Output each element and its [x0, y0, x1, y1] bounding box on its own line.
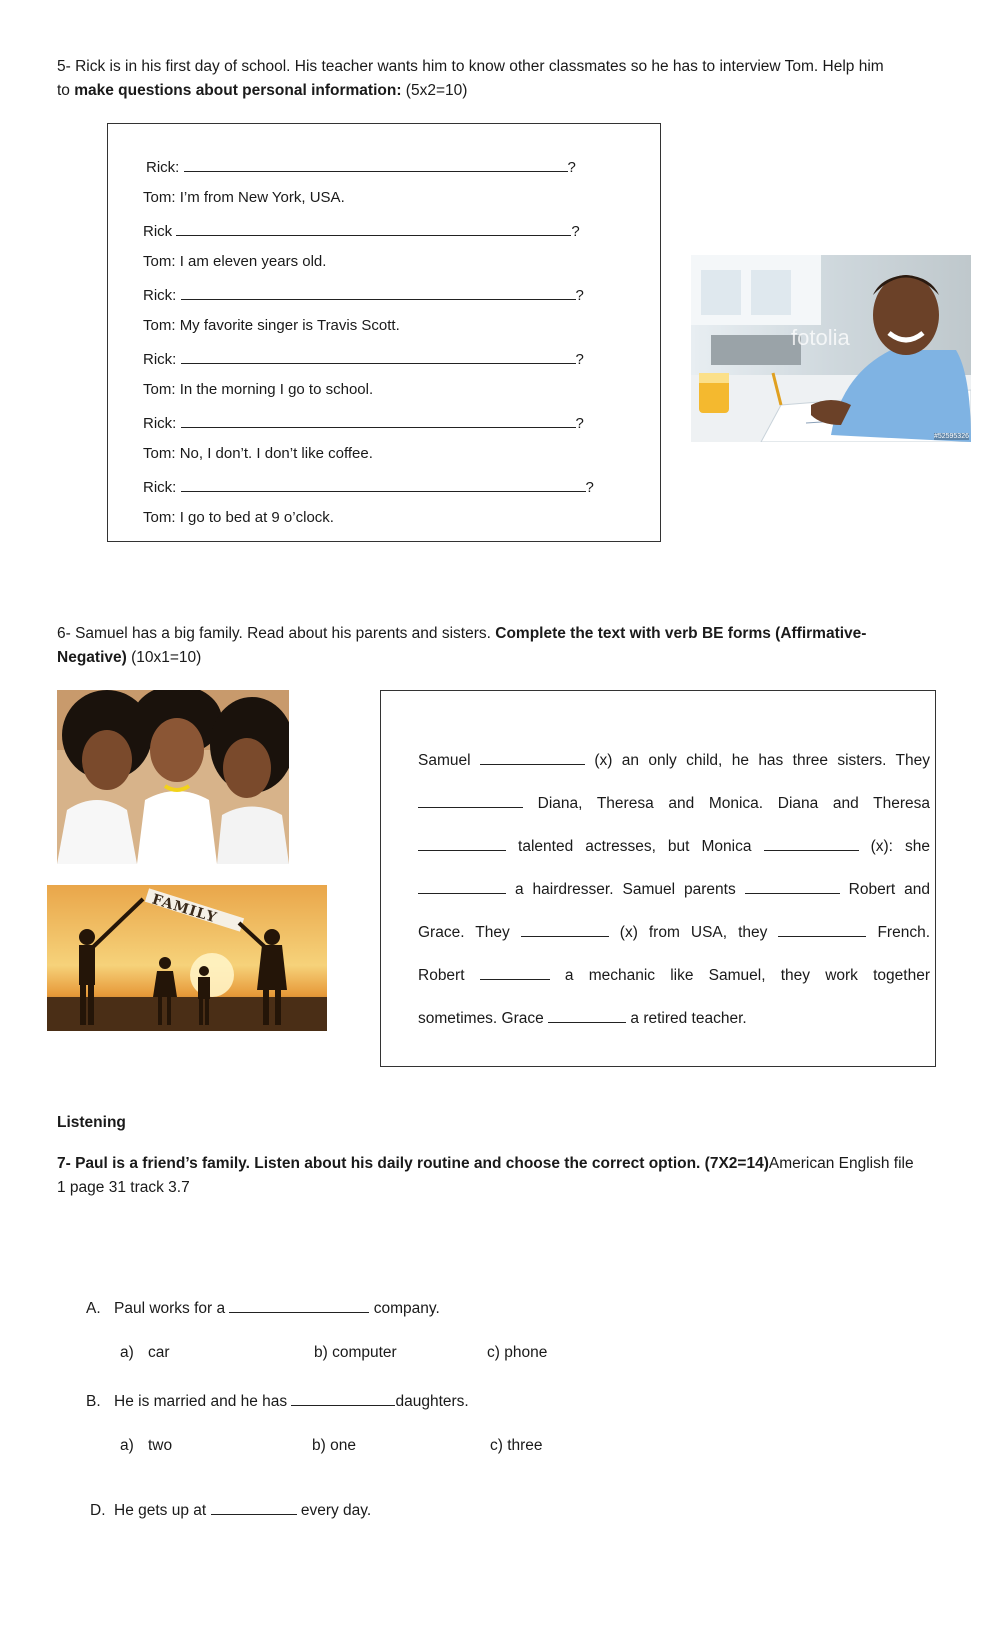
boy-studying-photo	[691, 255, 971, 442]
option-one[interactable]: b) one	[312, 1437, 356, 1454]
text-fragment: sometimes. Grace	[418, 1010, 544, 1027]
option-a-label[interactable]: a)	[120, 1344, 134, 1361]
text-fragment: French.	[877, 924, 931, 941]
text-fragment: Robert and	[848, 881, 931, 898]
verb-blank[interactable]	[548, 1008, 626, 1023]
family-text-line-6	[418, 965, 930, 985]
option-computer[interactable]: b) computer	[314, 1344, 397, 1361]
option-car[interactable]: car	[148, 1344, 170, 1361]
q7-intro-line-1	[57, 1151, 914, 1176]
verb-blank[interactable]	[480, 965, 550, 980]
family-text-line-5	[418, 922, 930, 942]
q6-instruction-bold-2: Negative)	[57, 649, 127, 666]
speaker: Tom:	[143, 253, 176, 270]
q5-instruction-bold: make questions about personal information:	[74, 82, 402, 99]
dialogue-line-rick-1	[146, 157, 576, 176]
text-fragment: a retired teacher.	[630, 1010, 747, 1027]
text-fragment: Grace. They	[418, 924, 510, 941]
speaker: Tom:	[143, 509, 176, 526]
question-text: He gets up at	[114, 1502, 207, 1519]
question-mark: ?	[575, 415, 584, 432]
q6-intro-line-1	[57, 621, 866, 646]
sisters-photo	[57, 690, 289, 864]
dialogue-line-rick-4	[143, 349, 584, 368]
verb-blank[interactable]	[764, 836, 859, 851]
speaker: Rick:	[143, 287, 177, 304]
text-fragment: Diana, Theresa and Monica. Diana and Theresa	[537, 795, 930, 812]
photo-id: #52595326	[933, 433, 969, 440]
text-fragment: (x): she	[870, 838, 930, 855]
reply: I go to bed at 9 o’clock.	[179, 509, 334, 526]
q6-instruction-bold: Complete the text with verb BE forms (Affirmative-	[495, 625, 867, 642]
question-text-end: company.	[373, 1300, 440, 1317]
speaker: Rick:	[146, 159, 180, 176]
question-a	[86, 1296, 440, 1321]
text-fragment: a mechanic like Samuel, they work together	[564, 967, 930, 984]
dialogue-line-tom-3	[143, 317, 400, 334]
verb-blank[interactable]	[745, 879, 840, 894]
verb-blank[interactable]	[480, 750, 585, 765]
reply: My favorite singer is Travis Scott.	[179, 317, 400, 334]
q7-source: American English file	[768, 1155, 914, 1172]
family-text-line-1	[418, 750, 930, 770]
speaker: Tom:	[143, 317, 176, 334]
q5-score: (5x2=10)	[401, 82, 468, 99]
family-text-line-3	[418, 836, 930, 856]
text-fragment: (x) from USA, they	[619, 924, 768, 941]
question-letter: D.	[90, 1502, 106, 1519]
watermark: fotolia	[791, 325, 850, 350]
text-fragment: a hairdresser. Samuel parents	[514, 881, 736, 898]
q6-intro-line-2	[57, 645, 201, 670]
q5-intro-to: to	[57, 82, 75, 99]
listening-heading: Listening	[57, 1114, 126, 1131]
text-fragment: Samuel	[418, 752, 471, 769]
option-phone[interactable]: c) phone	[487, 1344, 548, 1361]
answer-blank[interactable]	[181, 349, 576, 364]
speaker: Rick:	[143, 479, 177, 496]
question-text-end: daughters.	[395, 1393, 469, 1410]
question-text: Paul works for a	[114, 1300, 226, 1317]
answer-blank[interactable]	[181, 285, 576, 300]
three-sisters-illustration	[57, 690, 289, 864]
question-letter: B.	[86, 1393, 101, 1410]
speaker: Tom:	[143, 445, 176, 462]
q5-intro-line-2	[57, 78, 467, 103]
dialogue-line-tom-6	[143, 509, 334, 526]
question-b	[86, 1389, 469, 1414]
question-mark: ?	[571, 223, 580, 240]
family-text-line-7	[418, 1008, 930, 1028]
q7-intro-line-2: 1 page 31 track 3.7	[57, 1179, 190, 1196]
question-letter: A.	[86, 1300, 101, 1317]
reply: I am eleven years old.	[179, 253, 327, 270]
answer-blank[interactable]	[184, 157, 568, 172]
dialogue-line-rick-3	[143, 285, 584, 304]
answer-blank[interactable]	[291, 1391, 395, 1406]
reply: In the morning I go to school.	[179, 381, 374, 398]
question-text: He is married and he has	[114, 1393, 288, 1410]
question-mark: ?	[585, 479, 594, 496]
speaker: Rick	[143, 223, 173, 240]
answer-blank[interactable]	[176, 221, 571, 236]
answer-blank[interactable]	[181, 413, 576, 428]
dialogue-line-tom-1	[143, 189, 345, 206]
option-three[interactable]: c) three	[490, 1437, 543, 1454]
option-a-label[interactable]: a)	[120, 1437, 134, 1454]
q5-intro-line-1: 5- Rick is in his first day of school. His teacher wants him to know other classmates so he has to interview Tom. Help him	[57, 58, 884, 75]
family-text-line-2	[418, 793, 930, 813]
reply: I’m from New York, USA.	[179, 189, 345, 206]
verb-blank[interactable]	[521, 922, 609, 937]
speaker: Rick:	[143, 351, 177, 368]
dialogue-line-rick-5	[143, 413, 584, 432]
question-mark: ?	[575, 287, 584, 304]
family-text-line-4	[418, 879, 930, 899]
dialogue-line-rick-6	[143, 477, 594, 496]
q7-instruction-bold: 7- Paul is a friend’s family. Listen about his daily routine and choose the correct option. (7X2=14)	[57, 1155, 769, 1172]
verb-blank[interactable]	[778, 922, 866, 937]
family-sunset-photo	[47, 885, 327, 1031]
q6-score: (10x1=10)	[126, 649, 202, 666]
verb-blank[interactable]	[418, 879, 506, 894]
family-banner-text: FAMILY	[150, 891, 219, 927]
verb-blank[interactable]	[418, 836, 506, 851]
dialogue-line-tom-4	[143, 381, 373, 398]
question-mark: ?	[575, 351, 584, 368]
question-mark: ?	[567, 159, 576, 176]
text-fragment: Robert	[418, 967, 465, 984]
option-two[interactable]: two	[148, 1437, 173, 1454]
text-fragment: (x) an only child, he has three sisters. They	[594, 752, 930, 769]
answer-blank[interactable]	[211, 1500, 297, 1515]
question-d	[90, 1498, 371, 1523]
reply: No, I don’t. I don’t like coffee.	[179, 445, 373, 462]
dialogue-line-tom-5	[143, 445, 373, 462]
speaker: Tom:	[143, 189, 176, 206]
answer-blank[interactable]	[181, 477, 586, 492]
answer-blank[interactable]	[229, 1298, 369, 1313]
speaker: Tom:	[143, 381, 176, 398]
text-fragment: talented actresses, but Monica	[518, 838, 752, 855]
verb-blank[interactable]	[418, 793, 523, 808]
dialogue-line-tom-2	[143, 253, 326, 270]
question-text-end: every day.	[300, 1502, 372, 1519]
q6-intro-text: 6- Samuel has a big family. Read about his parents and sisters.	[57, 625, 496, 642]
dialogue-line-rick-2	[143, 221, 580, 240]
speaker: Rick:	[143, 415, 177, 432]
